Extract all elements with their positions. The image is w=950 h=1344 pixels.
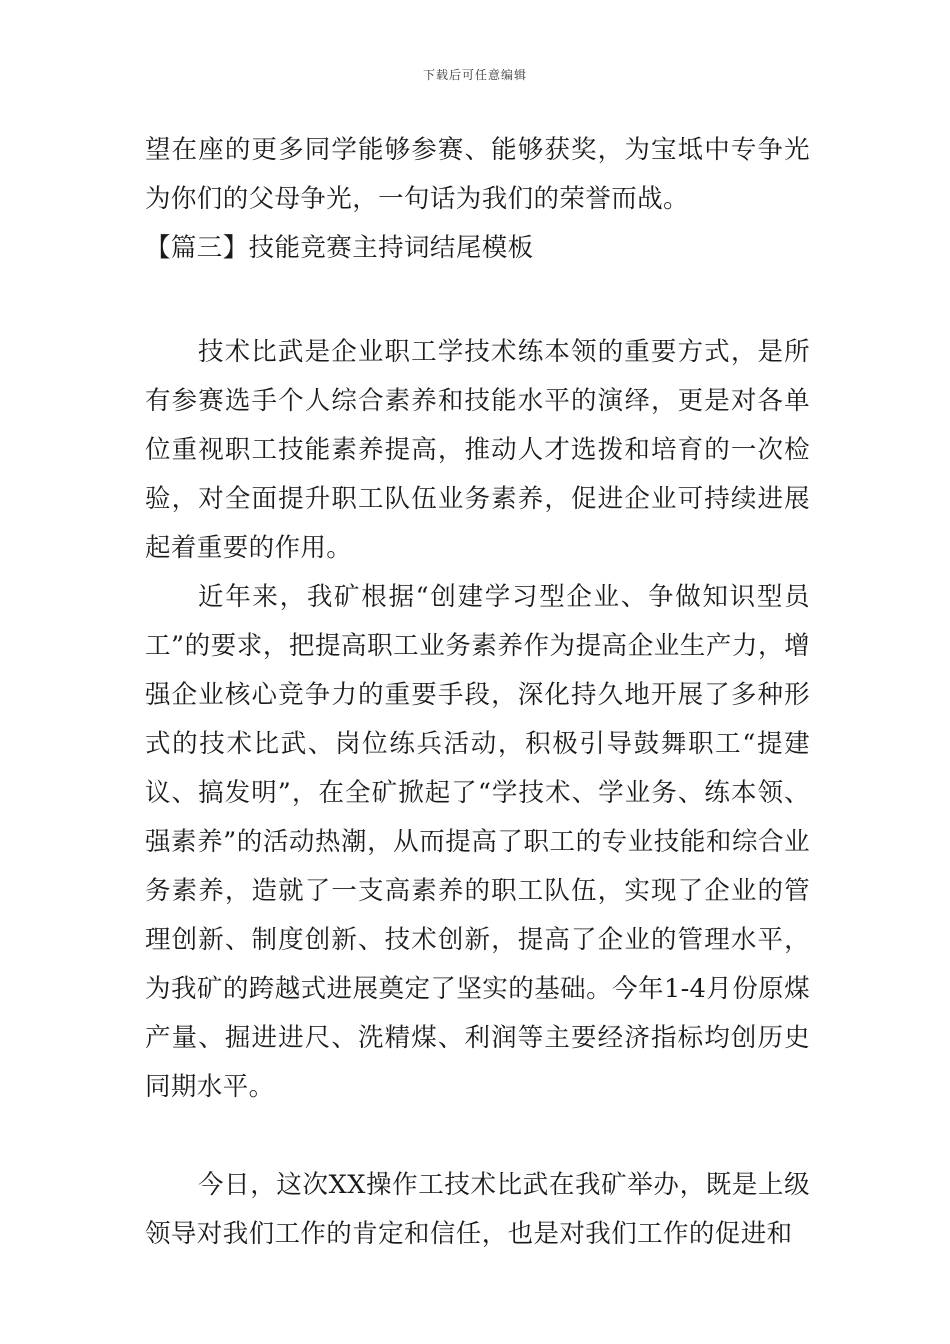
section-heading: 【篇三】技能竞赛主持词结尾模板 bbox=[145, 233, 534, 263]
header-note: 下载后可任意编辑 bbox=[422, 68, 527, 82]
paragraph-continued: 望在座的更多同学能够参赛、能够获奖，为宝坻中专争光为你们的父母争光，一句话为我们的荣誉而战。 bbox=[145, 135, 810, 214]
paragraph-1: 技术比武是企业职工学技术练本领的重要方式，是所有参赛选手个人综合素养和技能水平的演绎，更是对各单位重视职工技能素养提高，推动人才选拨和培育的一次检验，对全面提升职工队伍业务素养，促进企业可持续进展起着重要的作用。 bbox=[145, 337, 810, 563]
paragraph-3: 今日，这次XX操作工技术比武在我矿举办，既是上级领导对我们工作的肯定和信任，也是对我们工作的促进和 bbox=[145, 1170, 810, 1249]
paragraph-2: 近年来，我矿根据“创建学习型企业、争做知识型员工”的要求，把提高职工业务素养作为提高企业生产力，增强企业核心竞争力的重要手段，深化持久地开展了多种形式的技术比武、岗位练兵活动，积极引导鼓舞职工“提建议、搞发明”，在全矿掀起了“学技术、学业务、练本领、强素养”的活动热潮，从而提高了职工的专业技能和综合业务素养，造就了一支高素养的职工队伍，实现了企业的管理创新、制度创新、技术创新，提高了企业的管理水平，为我矿的跨越式进展奠定了坚实的基础。今年1-4月份原煤产量、掘进进尺、洗精煤、利润等主要经济指标均创历史同期水平。 bbox=[145, 582, 810, 1102]
